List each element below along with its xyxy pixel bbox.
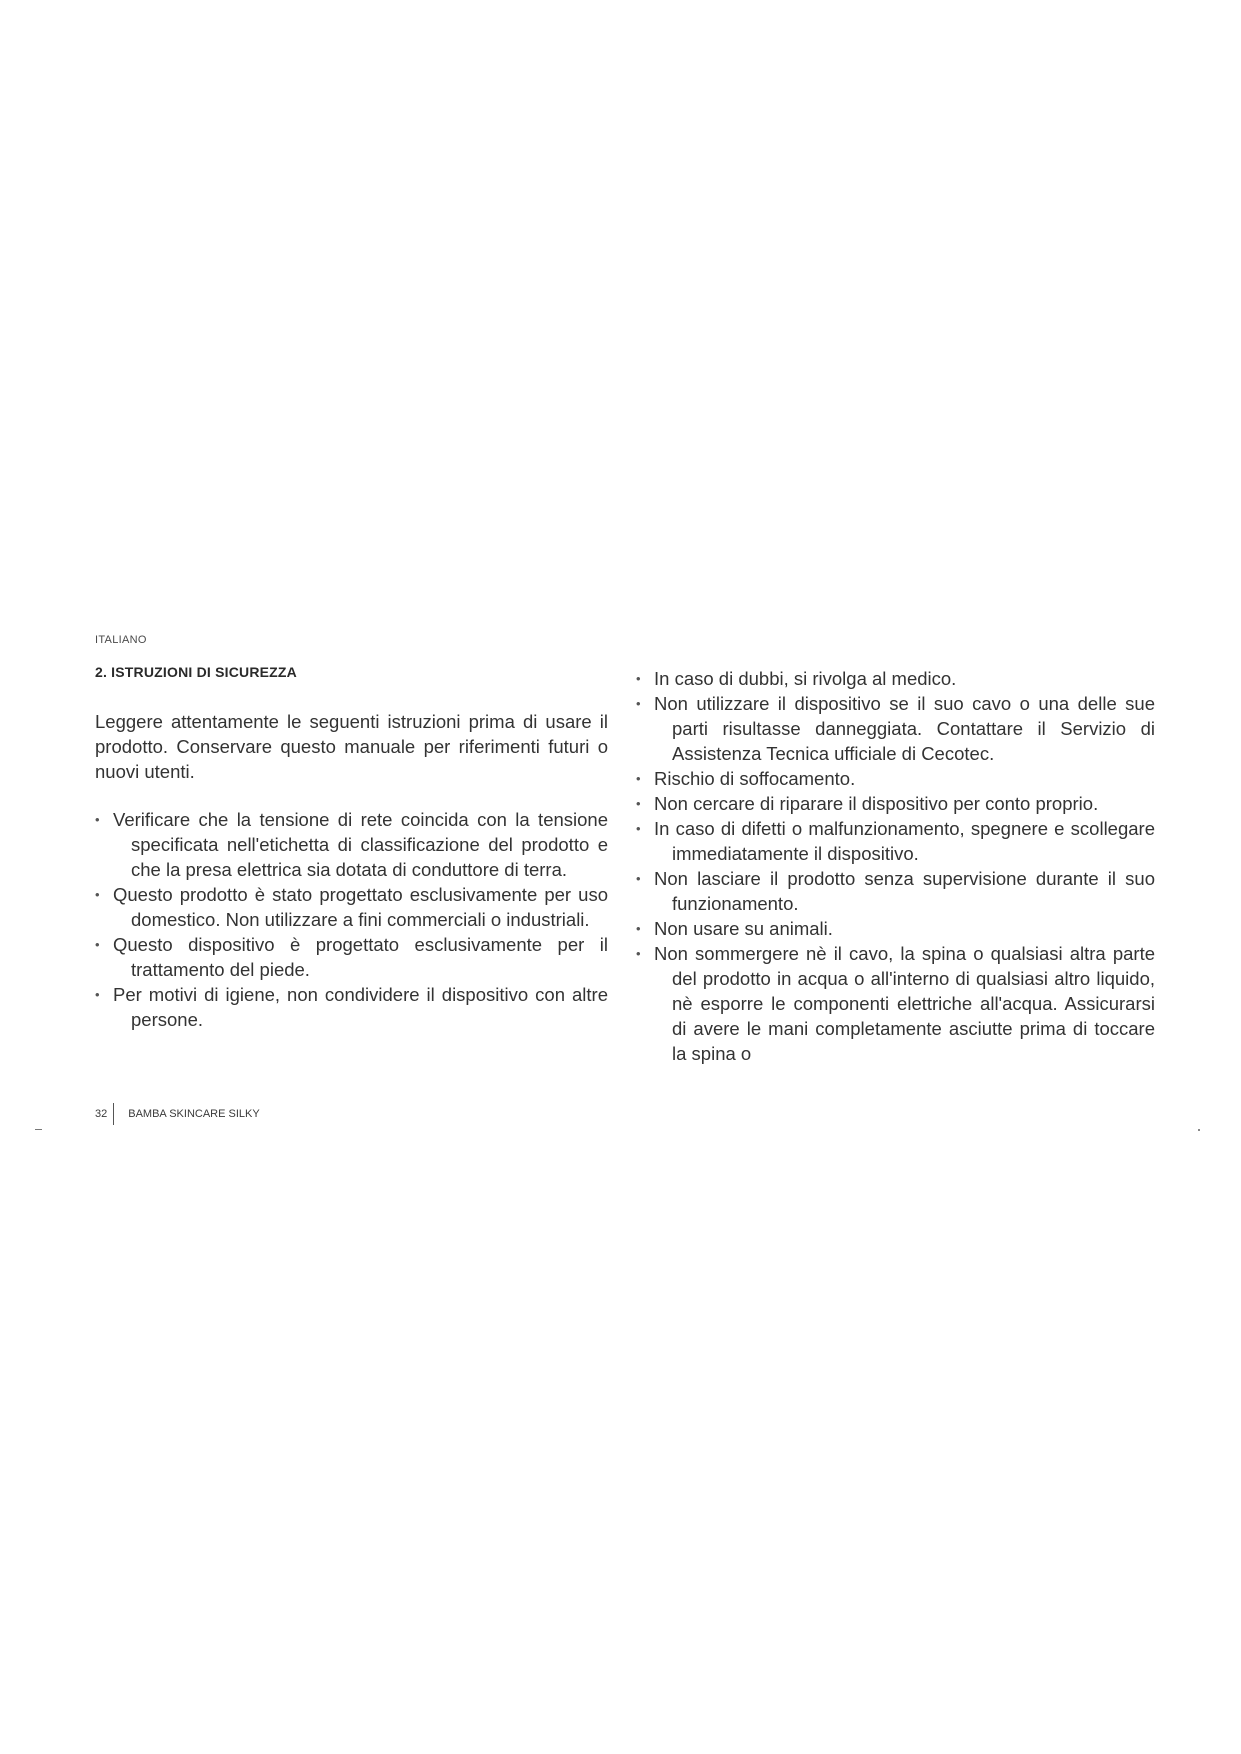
intro-paragraph: Leggere attentamente le seguenti istruzioni prima di usare il prodotto. Conservare questo manuale per riferimenti futuri o nuovi utenti.	[95, 711, 608, 782]
list-item: • Per motivi di igiene, non condividere il dispositivo con altre persone.	[95, 982, 608, 1032]
list-item: • Verificare che la tensione di rete coincida con la tensione specificata nell'etichetta di classificazione del prodotto e che la presa elettrica sia dotata di conduttore di terra.	[95, 807, 608, 882]
list-item: • Non usare su animali.	[636, 916, 1155, 941]
list-item: • Non lasciare il prodotto senza supervisione durante il suo funzionamento.	[636, 866, 1155, 916]
list-item: • Non utilizzare il dispositivo se il suo cavo o una delle sue parti risultasse danneggiata. Contattare il Servizio di Assistenza Tecnica ufficiale di Cecotec.	[636, 691, 1155, 766]
page-number: 32	[95, 1108, 108, 1120]
list-item: • Questo prodotto è stato progettato esclusivamente per uso domestico. Non utilizzare a fini commerciali o industriali.	[95, 882, 608, 932]
crop-mark	[35, 1129, 42, 1130]
list-item: • In caso di difetti o malfunzionamento, spegnere e scollegare immediatamente il dispositivo.	[636, 816, 1155, 866]
footer-divider	[113, 1103, 114, 1125]
list-item: • In caso di dubbi, si rivolga al medico.	[636, 666, 1155, 691]
left-safety-list	[95, 807, 608, 1032]
section-title: 2. ISTRUZIONI DI SICUREZZA	[95, 664, 297, 680]
product-name: BAMBA SKINCARE SILKY	[128, 1108, 260, 1120]
crop-mark	[1198, 1129, 1200, 1131]
list-item: • Non cercare di riparare il dispositivo per conto proprio.	[636, 791, 1155, 816]
list-item: • Non sommergere nè il cavo, la spina o qualsiasi altra parte del prodotto in acqua o all'interno di qualsiasi altro liquido, nè esporre le componenti elettriche all'acqua. Assicurarsi di avere le mani completamente asciutte prima di toccare la spina o	[636, 941, 1155, 1066]
page-footer	[95, 1102, 260, 1126]
language-label: ITALIANO	[95, 634, 147, 646]
right-safety-list	[636, 666, 1155, 1066]
list-item: • Rischio di soffocamento.	[636, 766, 1155, 791]
list-item: • Questo dispositivo è progettato esclusivamente per il trattamento del piede.	[95, 932, 608, 982]
